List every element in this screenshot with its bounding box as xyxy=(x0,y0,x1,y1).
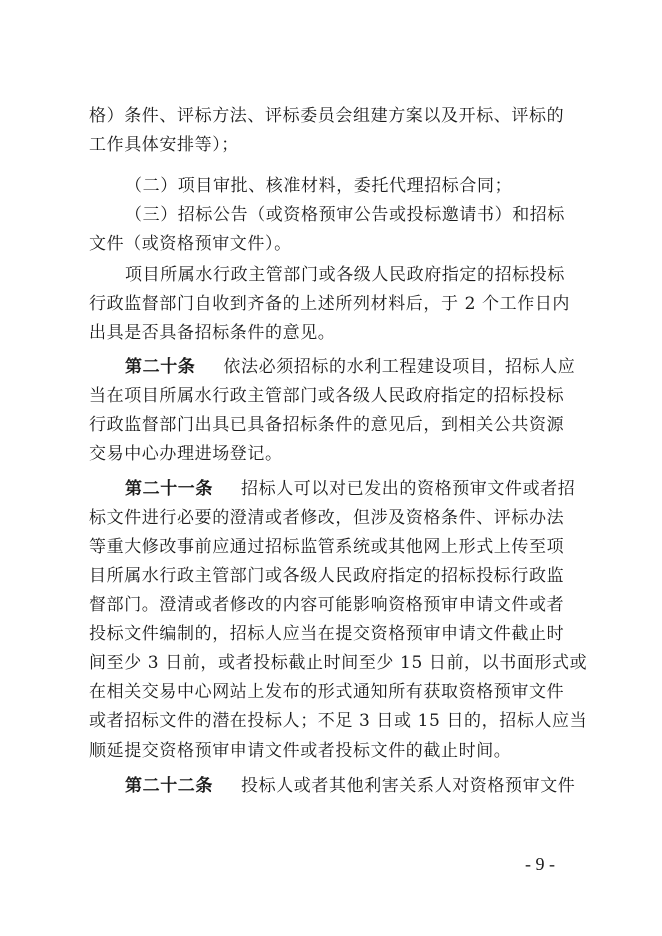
body-text-line: 间至少 3 日前，或者投标截止时间至少 15 日前，以书面形式或 xyxy=(89,653,588,673)
body-text-line: 格）条件、评标方法、评标委员会组建方案以及开标、评标的 xyxy=(89,106,565,126)
body-text-line: 出具是否具备招标条件的意见。 xyxy=(89,323,336,343)
article-heading: 第二十条 xyxy=(125,357,196,377)
page-number: - 9 - xyxy=(525,854,555,874)
article-heading: 第二十二条 xyxy=(125,776,213,796)
body-text-line: 在相关交易中心网站上发布的形式通知所有获取资格预审文件 xyxy=(89,682,565,702)
article-22-first-line xyxy=(125,775,575,797)
body-text-line: 目所属水行政主管部门或各级人民政府指定的招标投标行政监 xyxy=(89,566,565,586)
body-text-line: 标文件进行必要的澄清或者修改，但涉及资格条件、评标办法 xyxy=(89,508,565,528)
article-21-first-line xyxy=(125,478,575,500)
body-text-line: （三）招标公告（或资格预审公告或投标邀请书）和招标 xyxy=(125,205,565,225)
body-text-line: 投标文件编制的，招标人应当在提交资格预审申请文件截止时 xyxy=(89,624,565,644)
body-text-line: 行政监督部门出具已具备招标条件的意见后，到相关公共资源 xyxy=(89,415,565,435)
body-text-line: 工作具体安排等）； xyxy=(89,135,239,155)
article-text: 依法必须招标的水利工程建设项目，招标人应 xyxy=(223,357,576,377)
body-text-line: （二）项目审批、核准材料，委托代理招标合同； xyxy=(125,176,513,196)
article-text: 投标人或者其他利害关系人对资格预审文件 xyxy=(241,776,576,796)
body-text-line: 交易中心办理进场登记。 xyxy=(89,444,283,464)
body-text-line: 当在项目所属水行政主管部门或各级人民政府指定的招标投标 xyxy=(89,386,565,406)
body-text-line: 等重大修改事前应通过招标监管系统或其他网上形式上传至项 xyxy=(89,537,565,557)
article-heading: 第二十一条 xyxy=(125,479,213,499)
body-text-line: 项目所属水行政主管部门或各级人民政府指定的招标投标 xyxy=(125,265,565,285)
body-text-line: 或者招标文件的潜在投标人；不足 3 日或 15 日的，招标人应当 xyxy=(89,711,588,731)
body-text-line: 顺延提交资格预审申请文件或者投标文件的截止时间。 xyxy=(89,741,512,761)
article-20-first-line xyxy=(125,356,575,378)
body-text-line: 督部门。澄清或者修改的内容可能影响资格预审申请文件或者 xyxy=(89,595,565,615)
body-text-line: 文件（或资格预审文件）。 xyxy=(89,234,292,254)
article-text: 招标人可以对已发出的资格预审文件或者招 xyxy=(241,479,576,499)
body-text-line: 行政监督部门自收到齐备的上述所列材料后，于 2 个工作日内 xyxy=(89,294,571,314)
